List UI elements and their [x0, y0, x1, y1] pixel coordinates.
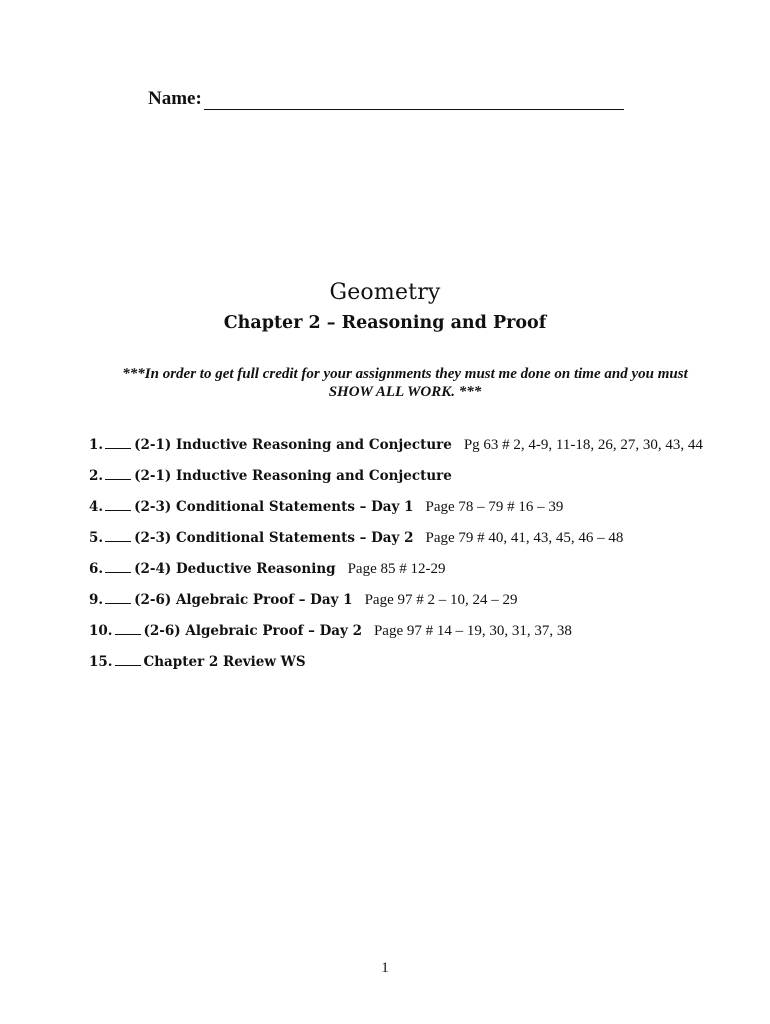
credit-notice [95, 365, 715, 401]
name-field [148, 88, 624, 110]
chapter-subtitle: Chapter 2 – Reasoning and Proof [223, 313, 547, 333]
assignment-pages: Page 78 – 79 # 16 – 39 [425, 499, 564, 515]
assignment-pages: Page 85 # 12-29 [347, 561, 446, 577]
assignment-topic: Chapter 2 Review WS [143, 654, 306, 670]
assignment-number: 4. [89, 499, 104, 515]
assignment-topic: (2-6) Algebraic Proof – Day 2 [143, 623, 362, 639]
assignment-item [89, 561, 749, 592]
assignment-topic: (2-4) Deductive Reasoning [134, 561, 336, 577]
name-blank-line [204, 91, 624, 110]
assignment-pages: Pg 63 # 2, 4-9, 11-18, 26, 27, 30, 43, 44 [463, 437, 703, 453]
assignment-pages: Page 97 # 2 – 10, 24 – 29 [364, 592, 518, 608]
assignment-item [89, 654, 749, 685]
assignment-pages: Page 97 # 14 – 19, 30, 31, 37, 38 [373, 623, 572, 639]
checkoff-blank [105, 602, 131, 604]
assignment-item [89, 468, 749, 499]
checkoff-blank [105, 509, 131, 511]
assignment-item [89, 530, 749, 561]
assignment-item [89, 592, 749, 623]
checkoff-blank [105, 540, 131, 542]
assignment-topic: (2-6) Algebraic Proof – Day 1 [134, 592, 353, 608]
checkoff-blank [105, 447, 131, 449]
assignment-item [89, 437, 749, 468]
checkoff-blank [105, 571, 131, 573]
assignment-list [89, 437, 749, 685]
assignment-number: 10. [89, 623, 113, 639]
assignment-pages: Page 79 # 40, 41, 43, 45, 46 – 48 [425, 530, 624, 546]
credit-notice-line-2: SHOW ALL WORK. *** [328, 384, 482, 400]
credit-notice-line-1: ***In order to get full credit for your assignments they must me done on time and you must [122, 366, 688, 382]
assignment-topic: (2-3) Conditional Statements – Day 2 [134, 530, 414, 546]
assignment-item [89, 499, 749, 530]
assignment-topic: (2-1) Inductive Reasoning and Conjecture [134, 437, 452, 453]
assignment-topic: (2-1) Inductive Reasoning and Conjecture [134, 468, 452, 484]
checkoff-blank [115, 633, 141, 635]
assignment-number: 15. [89, 654, 113, 670]
name-label: Name: [148, 88, 202, 109]
assignment-number: 6. [89, 561, 104, 577]
page-title: Geometry [329, 280, 441, 305]
checkoff-blank [105, 478, 131, 480]
checkoff-blank [115, 664, 141, 666]
page-number: 1 [381, 960, 389, 976]
assignment-number: 5. [89, 530, 104, 546]
assignment-item [89, 623, 749, 654]
assignment-number: 9. [89, 592, 104, 608]
assignment-number: 1. [89, 437, 104, 453]
assignment-number: 2. [89, 468, 104, 484]
assignment-topic: (2-3) Conditional Statements – Day 1 [134, 499, 414, 515]
